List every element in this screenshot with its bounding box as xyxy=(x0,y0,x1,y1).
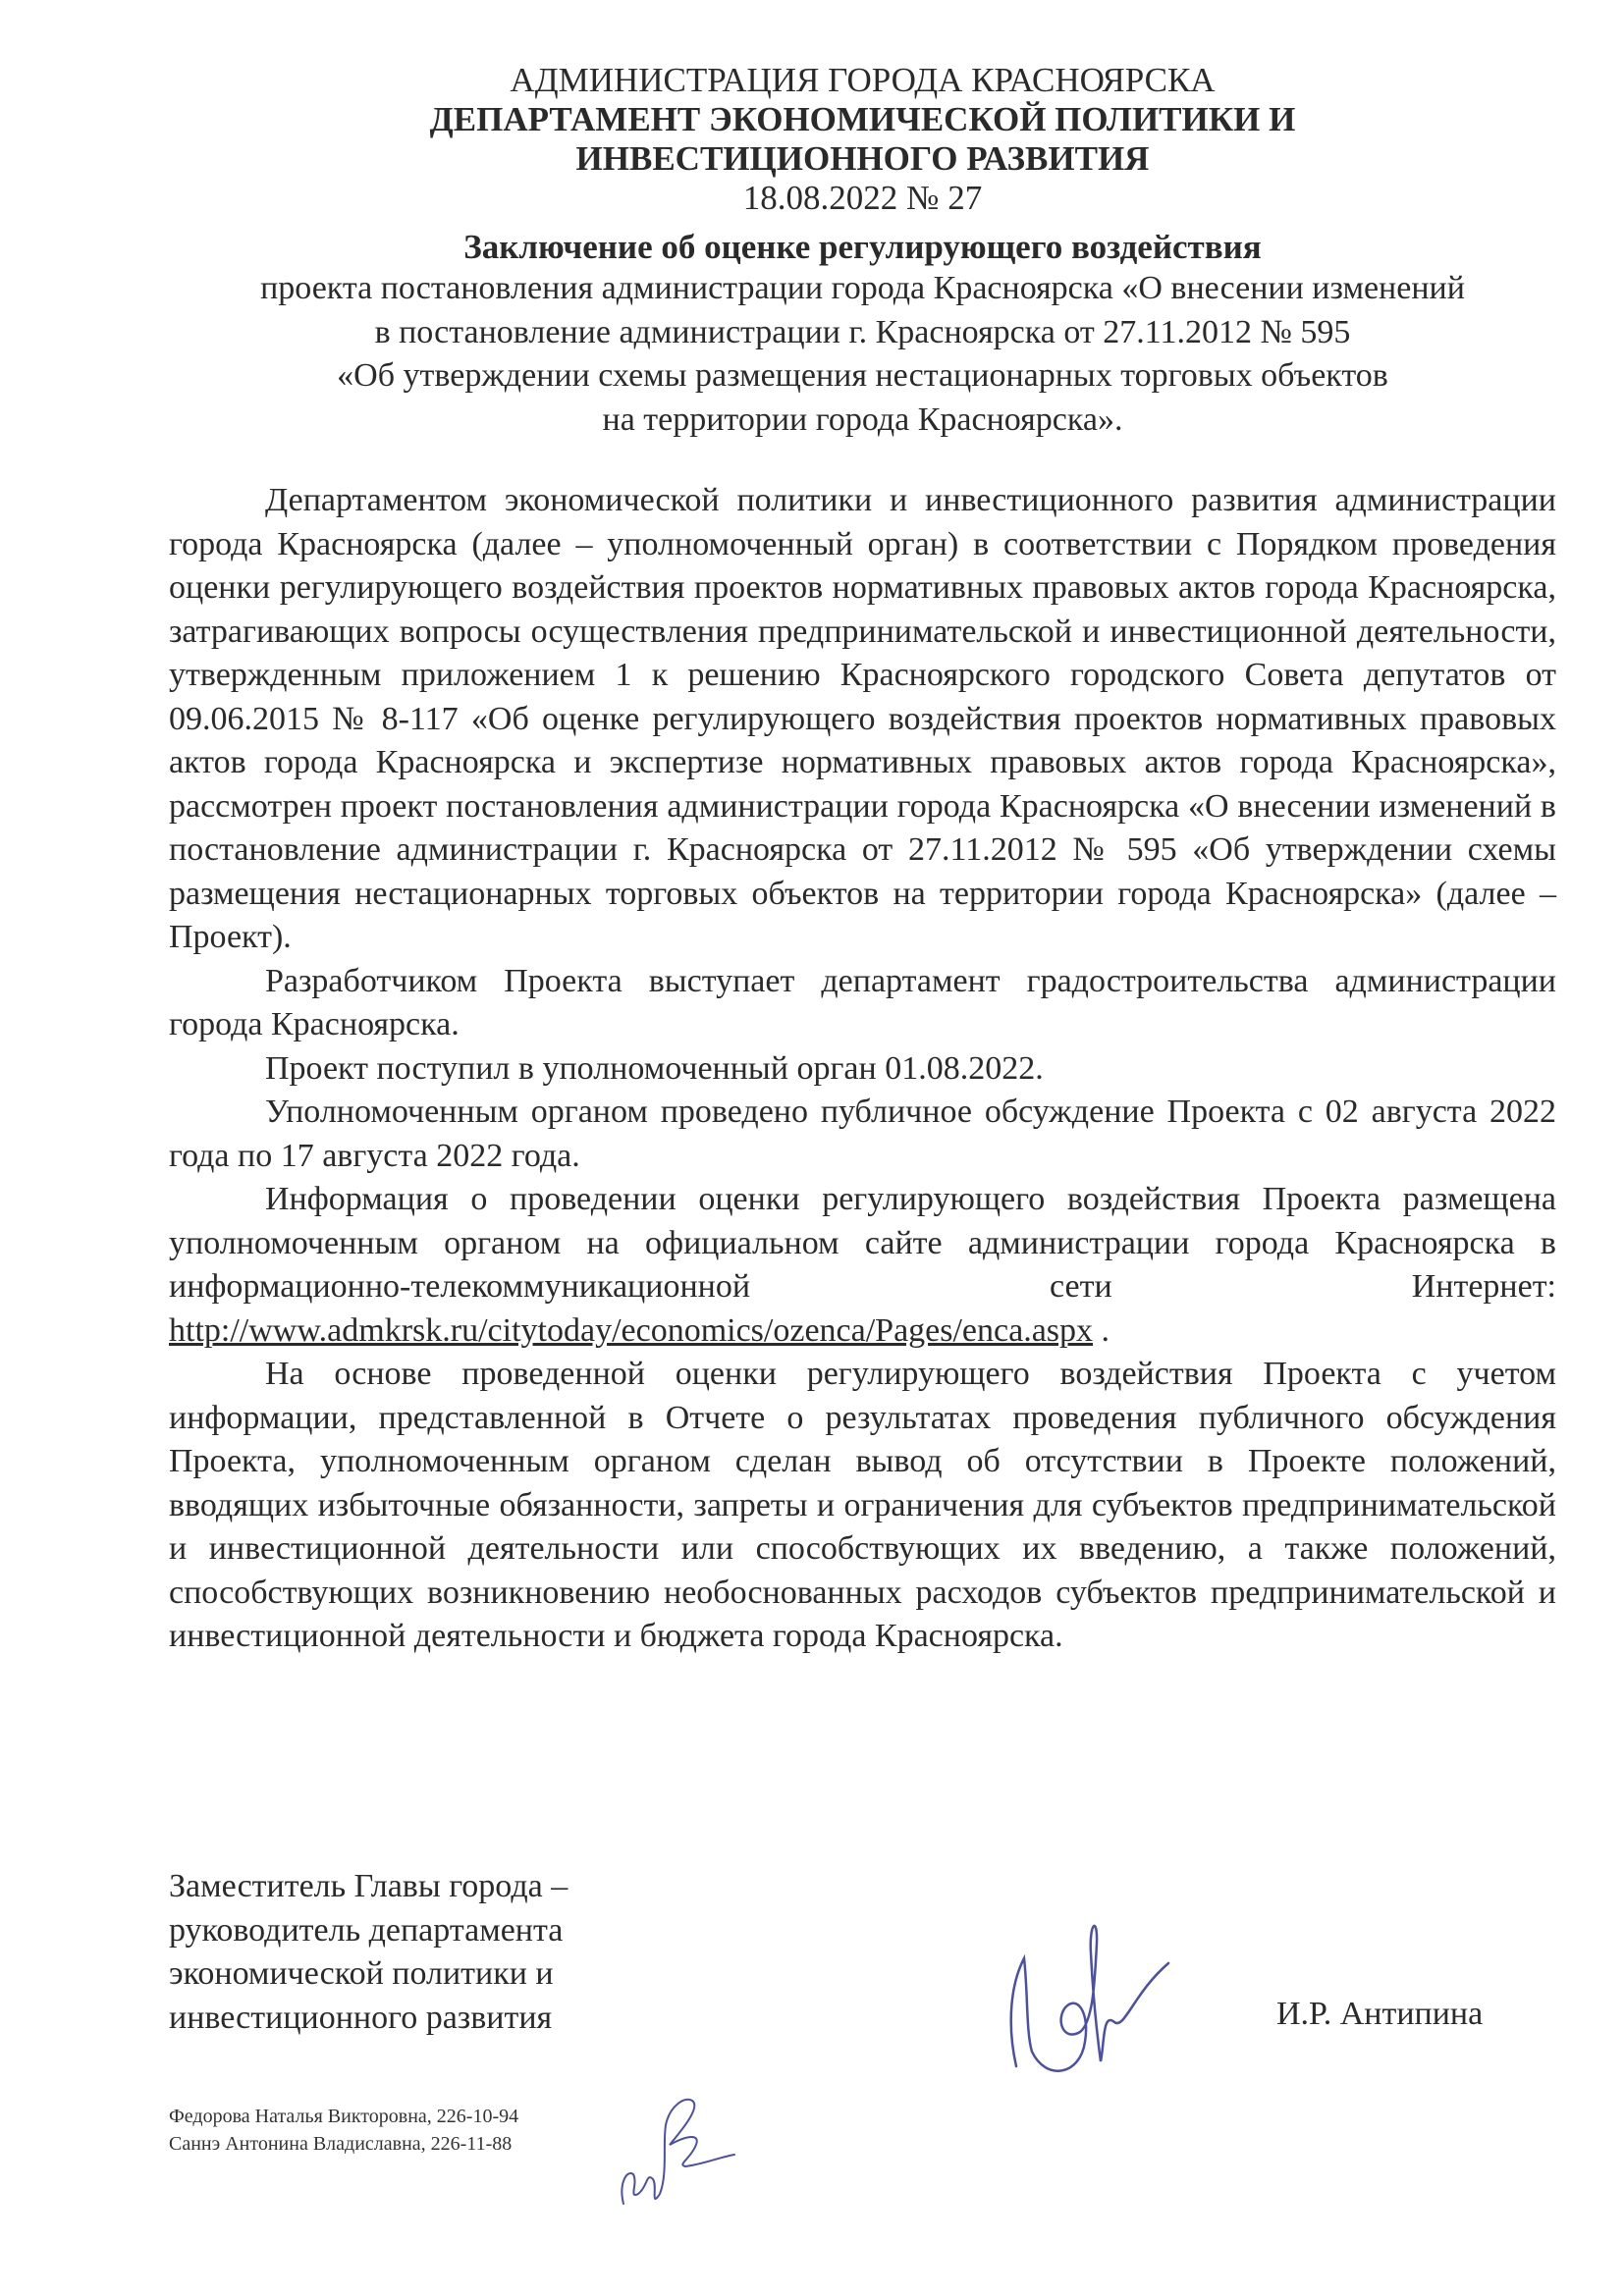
evaluation-page-link[interactable]: http://www.admkrsk.ru/citytoday/economics/ozenca/Pages/enca.aspx xyxy=(169,1311,1094,1349)
document-subtitle-line: на территории города Красноярска». xyxy=(602,400,1123,438)
document-body xyxy=(169,479,1556,1659)
executor-contacts xyxy=(169,2103,518,2158)
document-header xyxy=(169,61,1556,442)
department-name-line-1: ДЕПАРТАМЕНТ ЭКОНОМИЧЕСКОЙ ПОЛИТИКИ И xyxy=(429,100,1296,138)
body-paragraph: Разработчиком Проекта выступает департамент градостроительства администрации города Красноярска. xyxy=(169,962,1556,1042)
executor-contact-line: Саннэ Антонина Владиславна, 226-11-88 xyxy=(169,2133,513,2155)
handwritten-signature-icon xyxy=(987,1904,1173,2091)
organization-name: АДМИНИСТРАЦИЯ ГОРОДА КРАСНОЯРСКА xyxy=(510,61,1216,99)
executor-contact-line: Федорова Наталья Викторовна, 226-10-94 xyxy=(169,2106,519,2127)
signer-position-line: экономической политики и xyxy=(169,1955,554,1992)
signer-position-line: руководитель департамента xyxy=(169,1911,564,1949)
document-subtitle-line: проекта постановления администрации города Красноярска «О внесении изменений xyxy=(260,270,1465,306)
body-paragraph: Проект поступил в уполномоченный орган 01.08.2022. xyxy=(265,1049,1044,1087)
conclusion-paragraph: На основе проведенной оценки регулирующего воздействия Проекта с учетом информации, представленной в Отчете о результатах проведения публичного обсуждения Проекта, уполномоченным органом сделан вывод об отсутствии в Проекте положений, вводящих избыточные обязанности, запреты и ограничения для субъектов предпринимательской и инвестиционной деятельности или способствующих их введению, а также положений, способствующих возникновению необоснованных расходов субъектов предпринимательской и инвестиционной деятельности и бюджета города Красноярска. xyxy=(169,1356,1556,1654)
document-subtitle-line: в постановление администрации г. Красноярска от 27.11.2012 № 595 xyxy=(374,313,1351,350)
document-subtitle-line: «Об утверждении схемы размещения нестационарных торговых объектов xyxy=(337,357,1388,394)
document-title: Заключение об оценке регулирующего воздействия xyxy=(463,228,1262,266)
initials-signature-icon xyxy=(609,2076,736,2214)
document-date-number: 18.08.2022 № 27 xyxy=(742,179,983,217)
info-paragraph-suffix: . xyxy=(1093,1311,1110,1349)
info-paragraph xyxy=(169,1178,1556,1353)
info-paragraph-text: Информация о проведении оценки регулирующего воздействия Проекта размещена уполномоченным органом на официальном сайте администрации города Красноярска в информационно-телекоммуникационной сети Интернет: xyxy=(169,1181,1556,1305)
signer-position-line: инвестиционного развития xyxy=(169,1999,553,2036)
signer-position-line: Заместитель Главы города – xyxy=(169,1868,568,1904)
body-paragraph: Департаментом экономической политики и инвестиционного развития администрации города Красноярска (далее – уполномоченный орган) в соответствии с Порядком проведения оценки регулирующего воздействия проектов нормативных правовых актов города Красноярска, затрагивающих вопросы осуществления предпринимательской и инвестиционной деятельности, утвержденным приложением 1 к решению Красноярского городского Совета депутатов от 09.06.2015 № 8-117 «Об оценке регулирующего воздействия проектов нормативных правовых актов города Красноярска и экспертизе нормативных правовых актов города Красноярска», рассмотрен проект постановления администрации города Красноярска «О внесении изменений в постановление администрации г. Красноярска от 27.11.2012 № 595 «Об утверждении схемы размещения нестационарных торговых объектов на территории города Красноярска» (далее – Проект). xyxy=(169,482,1556,955)
signer-position xyxy=(169,1865,568,2040)
signer-name: И.Р. Антипина xyxy=(1276,1996,1484,2032)
department-name-line-2: ИНВЕСТИЦИОННОГО РАЗВИТИЯ xyxy=(575,139,1150,178)
body-paragraph: Уполномоченным органом проведено публичное обсуждение Проекта с 02 августа 2022 года по 17 августа 2022 года. xyxy=(169,1094,1556,1174)
